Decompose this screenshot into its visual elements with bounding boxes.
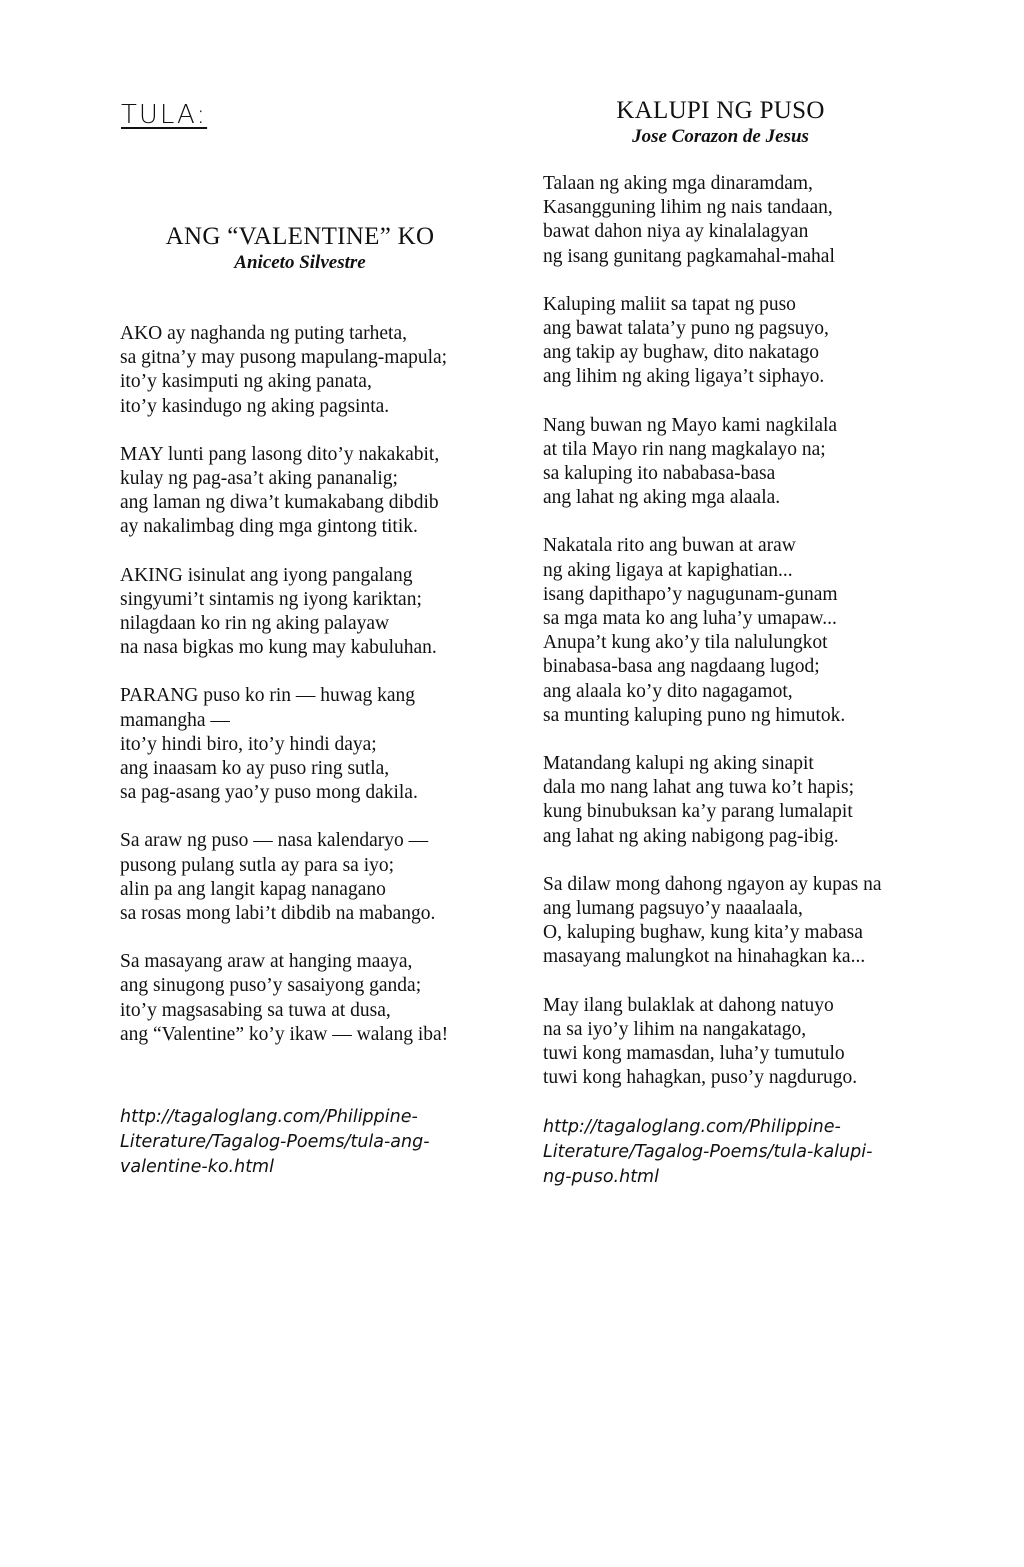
poem-line: nilagdaan ko rin ng aking palayaw — [120, 613, 390, 635]
left-stanza-1 — [120, 322, 490, 419]
left-poem-column — [120, 222, 490, 1180]
poem-line: ang “Valentine” ko’y ikaw — walang iba! — [120, 1023, 449, 1045]
poem-line: sa munting kaluping puno ng himutok. — [543, 704, 846, 726]
poem-line: Matandang kalupi ng aking sinapit — [543, 753, 814, 775]
poem-line: sa kaluping ito nababasa-basa — [543, 463, 776, 485]
poem-line: sa pag-asang yao’y puso mong dakila. — [120, 782, 418, 804]
poem-line: ang lahat ng aking mga alaala. — [543, 487, 781, 509]
poem-line: tuwi kong mamasdan, luha’y tumutulo — [543, 1043, 845, 1065]
poem-line: ang laman ng diwa’t kumakabang dibdib — [120, 492, 439, 514]
poem-line: at tila Mayo rin nang magkalayo na; — [543, 438, 826, 460]
left-poem-title: ANG “VALENTINE” KO — [165, 223, 435, 250]
poem-line: Nakatala rito ang buwan at araw — [543, 535, 796, 557]
poem-line: ang alaala ko’y dito nagagamot, — [543, 680, 793, 702]
poem-line: Kasangguning lihim ng nais tandaan, — [543, 197, 833, 219]
page-label: TULA: — [121, 100, 208, 130]
poem-line: na sa iyo’y lihim na nangakatago, — [543, 1018, 807, 1040]
left-source-link[interactable]: http://tagaloglang.com/Philippine-Literature/Tagalog-Poems/tula-ang-valentine-ko.html — [120, 1107, 430, 1178]
poem-line: sa rosas mong labi’t dibdib na mabango. — [120, 903, 436, 925]
left-stanza-4 — [120, 684, 490, 805]
poem-line: kung binubuksan ka’y parang lumalapit — [543, 801, 853, 823]
poem-line: ang bawat talata’y puno ng pagsuyo, — [543, 318, 829, 340]
poem-line: dala mo nang lahat ang tuwa ko’t hapis; — [543, 777, 855, 799]
poem-line: May ilang bulaklak at dahong natuyo — [543, 994, 834, 1016]
right-stanza-3 — [543, 414, 913, 511]
poem-line: ang lihim ng aking ligaya’t siphayo. — [543, 366, 825, 388]
poem-line: ang lahat ng aking nabigong pag-ibig. — [543, 825, 839, 847]
right-poem-body — [543, 172, 913, 1091]
poem-line: sa gitna’y may pusong mapulang-mapula; — [120, 347, 448, 369]
poem-line: AKING isinulat ang iyong pangalang — [120, 564, 413, 586]
poem-line: ito’y kasimputi ng aking panata, — [120, 371, 372, 393]
poem-line: ang sinugong puso’y sasaiyong ganda; — [120, 975, 422, 997]
poem-line: pusong pulang sutla ay para sa iyo; — [120, 854, 395, 876]
poem-line: Sa araw ng puso — nasa kalendaryo — — [120, 830, 429, 852]
poem-line: ang inaasam ko ay puso ring sutla, — [120, 758, 390, 780]
right-stanza-4 — [543, 534, 913, 728]
poem-line: tuwi kong hahagkan, puso’y nagdurugo. — [543, 1067, 858, 1089]
poem-line: singyumi’t sintamis ng iyong kariktan; — [120, 588, 422, 610]
poem-line: ay nakalimbag ding mga gintong titik. — [120, 516, 418, 538]
poem-line: kulay ng pag-asa’t aking pananalig; — [120, 468, 398, 490]
right-stanza-1 — [543, 172, 913, 269]
poem-line: Sa masayang araw at hanging maaya, — [120, 951, 413, 973]
poem-line: PARANG puso ko rin — huwag kang mamangha — — [120, 685, 416, 731]
poem-line: Talaan ng aking mga dinaramdam, — [543, 173, 813, 194]
poem-line: ito’y magsasabing sa tuwa at dusa, — [120, 999, 391, 1021]
poem-line: ang lumang pagsuyo’y naaalaala, — [543, 898, 803, 920]
poem-line: Sa dilaw mong dahong ngayon ay kupas na — [543, 873, 882, 895]
poem-line: isang dapithapo’y nagugunam-gunam — [543, 583, 838, 605]
poem-line: alin pa ang langit kapag nanagano — [120, 878, 386, 900]
left-stanza-6 — [120, 950, 490, 1047]
right-stanza-6 — [543, 873, 913, 970]
poem-line: sa mga mata ko ang luha’y umapaw... — [543, 608, 837, 630]
poem-line: ito’y kasindugo ng aking pagsinta. — [120, 395, 390, 417]
poem-line: ito’y hindi biro, ito’y hindi daya; — [120, 733, 377, 755]
poem-line: bawat dahon niya ay kinalalagyan — [543, 221, 809, 243]
right-poem-column — [543, 96, 913, 1190]
poem-line: Kaluping maliit sa tapat ng puso — [543, 293, 796, 315]
poem-line: Anupa’t kung ako’y tila nalulungkot — [543, 632, 828, 654]
poem-line: binabasa-basa ang nagdaang lugod; — [543, 656, 820, 678]
left-poem-body — [120, 322, 490, 1047]
left-stanza-5 — [120, 829, 490, 926]
left-stanza-3 — [120, 564, 490, 661]
right-source-link[interactable]: http://tagaloglang.com/Philippine-Literature/Tagalog-Poems/tula-kalupi-ng-puso.html — [543, 1116, 873, 1187]
right-stanza-2 — [543, 293, 913, 390]
right-stanza-5 — [543, 752, 913, 849]
poem-line: ang takip ay bughaw, dito nakatago — [543, 342, 819, 364]
poem-line: ng aking ligaya at kapighatian... — [543, 559, 793, 581]
poem-line: ng isang gunitang pagkamahal-mahal — [543, 245, 835, 267]
poem-line: MAY lunti pang lasong dito’y nakakabit, — [120, 443, 440, 465]
poem-line: AKO ay naghanda ng puting tarheta, — [120, 323, 407, 344]
right-poem-title: KALUPI NG PUSO — [616, 97, 825, 124]
poem-line: na nasa bigkas mo kung may kabuluhan. — [120, 637, 437, 659]
poem-line: masayang malungkot na hinahagkan ka... — [543, 946, 866, 968]
right-poem-author: Jose Corazon de Jesus — [632, 126, 809, 147]
left-stanza-2 — [120, 443, 490, 540]
left-poem-author: Aniceto Silvestre — [234, 252, 366, 273]
right-stanza-7 — [543, 994, 913, 1091]
poem-line: Nang buwan ng Mayo kami nagkilala — [543, 414, 838, 436]
poem-line: O, kaluping bughaw, kung kita’y mabasa — [543, 922, 863, 944]
